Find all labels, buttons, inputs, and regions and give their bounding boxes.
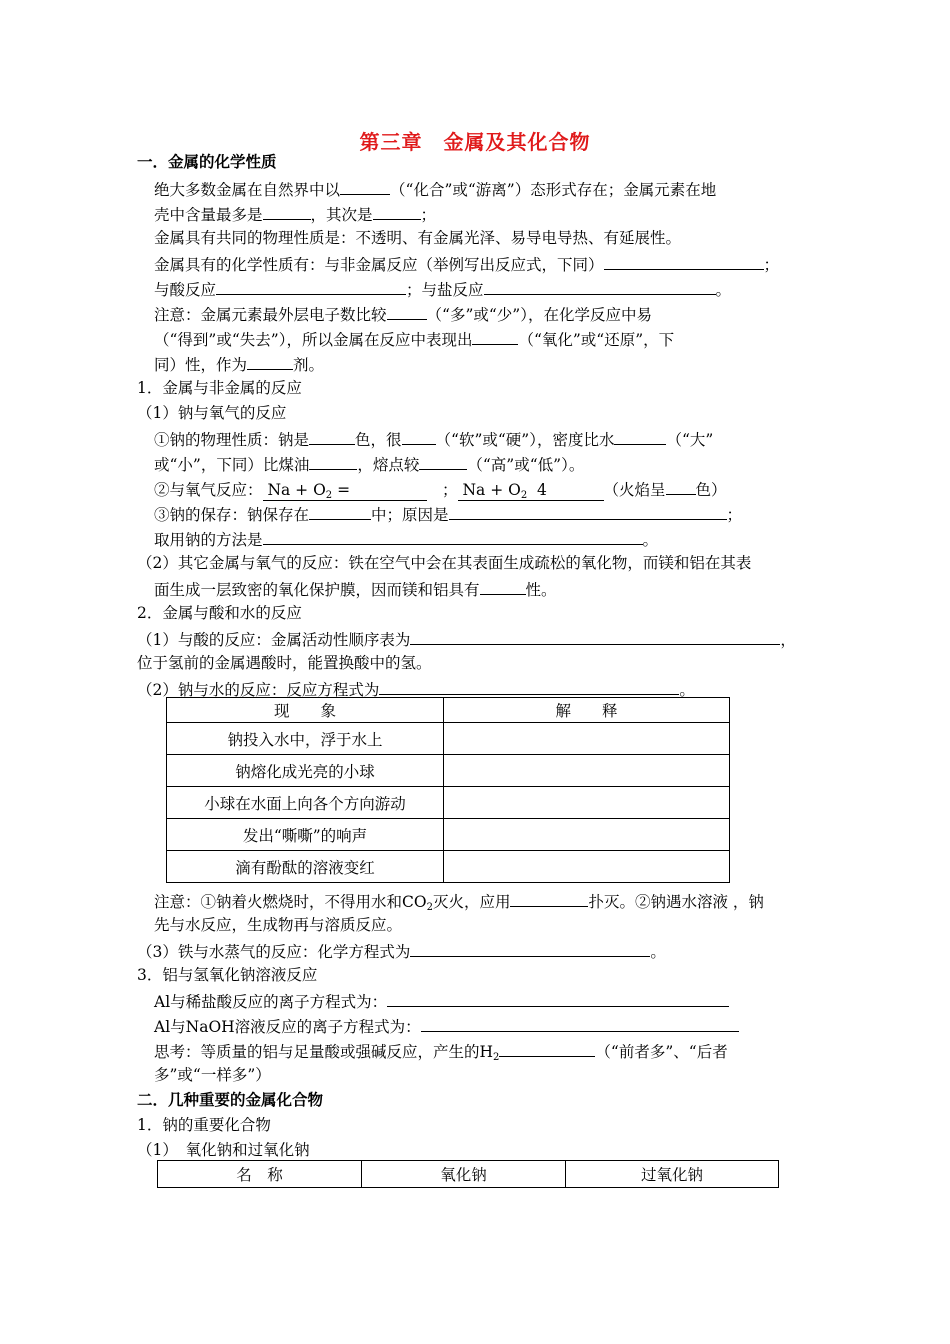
subsection-heading: 1．钠的重要化合物 [137,1116,271,1134]
section-heading-1: 一．金属的化学性质 [137,152,277,171]
table-row: 钠熔化成光亮的小球 [167,755,730,787]
paragraph-line: 金属具有的化学性质有：与非金属反应（举例写出反应式，下同） ； [154,253,779,275]
blank[interactable] [484,278,716,295]
blank[interactable] [263,203,311,220]
blank[interactable] [410,628,780,645]
blank[interactable] [309,503,371,520]
blank[interactable] [614,428,666,445]
blank[interactable] [472,328,518,345]
blank[interactable] [410,940,650,957]
blank[interactable] [449,503,727,520]
blank[interactable] [421,1015,739,1032]
answer-cell[interactable] [444,755,730,787]
paragraph-line: ③钠的保存：钠保存在 中；原因是 ； [154,503,742,525]
blank[interactable] [666,478,696,495]
subsection-heading: （1）钠与氧气的反应 [137,404,287,422]
blank[interactable] [263,528,643,545]
table-row: 钠投入水中，浮于水上 [167,723,730,755]
answer-cell[interactable] [444,787,730,819]
paragraph-line: 取用钠的方法是 。 [154,528,658,550]
table-header: 现 象 [167,698,444,723]
paragraph-line: 或“小”，下同）比煤油 ，熔点较 （“高”或“低”）。 [154,453,584,475]
paragraph-line: Al与NaOH溶液反应的离子方程式为： [154,1015,739,1037]
blank[interactable] [216,278,406,295]
table-header: 解 释 [444,698,730,723]
paragraph-line: 注意：金属元素最外层电子数比较 （“多”或“少”），在化学反应中易 [154,303,652,325]
paragraph-line: （“得到”或“失去”），所以金属在反应中表现出 （“氧化”或“还原”，下 [154,328,674,350]
paragraph-line: 注意：①钠着火燃烧时，不得用水和$CO_2$灭火，应用 扑灭。②钠遇水溶液 ，钠 [154,890,764,912]
blank[interactable] [480,578,526,595]
answer-cell[interactable] [444,851,730,883]
sodium-water-table [166,697,730,883]
blank[interactable] [309,428,355,445]
answer-cell[interactable] [444,819,730,851]
equation-blank[interactable]: $Na + O_2$ = [263,480,427,501]
table-row: 滴有酚酞的溶液变红 [167,851,730,883]
paragraph-line: ②与氧气反应： $Na + O_2$ = ； $Na + O_2$ 4 （火焰呈 色） [154,478,727,501]
equation-blank[interactable]: $Na + O_2$ 4 [458,480,604,501]
paragraph-line: （2）钠与水的反应：反应方程式为 。 [137,678,695,700]
subsection-heading: 1．金属与非金属的反应 [137,379,302,397]
paragraph-line: （3）铁与水蒸气的反应：化学方程式为 。 [137,940,666,962]
blank[interactable] [309,453,357,470]
subsection-heading: 2．金属与酸和水的反应 [137,604,302,622]
chapter-title: 第三章 金属及其化合物 [359,130,591,154]
blank[interactable] [387,990,729,1007]
paragraph-line: Al与稀盐酸反应的离子方程式为： [154,990,729,1012]
paragraph-line: 位于氢前的金属遇酸时，能置换酸中的氢。 [137,654,432,672]
blank[interactable] [387,303,427,320]
paragraph-line: 金属具有共同的物理性质是：不透明、有金属光泽、易导电导热、有延展性。 [154,229,682,247]
paragraph-line: 壳中含量最多是 ，其次是 ； [154,203,436,225]
blank[interactable] [510,890,588,907]
blank[interactable] [499,1040,595,1057]
blank[interactable] [247,353,293,370]
paragraph-line: 先与水反应，生成物再与溶质反应。 [154,916,403,934]
table-header: 氧化钠 [362,1161,566,1188]
paragraph-line: 同）性，作为 剂。 [154,353,324,375]
paragraph-line: 多”或“一样多”） [154,1066,271,1084]
subsection-heading: （1） 氧化钠和过氧化钠 [137,1141,310,1159]
paragraph-line: 面生成一层致密的氧化保护膜，因而镁和铝具有 性。 [154,578,557,600]
blank[interactable] [419,453,467,470]
blank[interactable] [402,428,436,445]
section-heading-2: 二．几种重要的金属化合物 [137,1090,324,1109]
paragraph-line: （2）其它金属与氧气的反应：铁在空气中会在其表面生成疏松的氧化物，而镁和铝在其表 [137,554,752,572]
table-header: 过氧化钠 [566,1161,779,1188]
paragraph-line: 与酸反应 ；与盐反应 。 [154,278,731,300]
paragraph-line: 绝大多数金属在自然界中以 （“化合”或“游离”）态形式存在；金属元素在地 [154,178,716,200]
paragraph-line: ①钠的物理性质：钠是 色，很 （“软”或“硬”），密度比水 （“大” [154,428,713,450]
paragraph-line: （1）与酸的反应：金属活动性顺序表为 ， [137,628,796,650]
table-row: 小球在水面上向各个方向游动 [167,787,730,819]
oxide-table [157,1160,779,1188]
blank[interactable] [373,203,421,220]
paragraph-line: 思考：等质量的铝与足量酸或强碱反应，产生的$H_2$ （“前者多”、“后者 [154,1040,728,1062]
blank[interactable] [340,178,390,195]
answer-cell[interactable] [444,723,730,755]
table-header: 名 称 [158,1161,362,1188]
subsection-heading: 3．铝与氢氧化钠溶液反应 [137,966,318,984]
table-row: 发出“嘶嘶”的响声 [167,819,730,851]
blank[interactable] [379,678,679,695]
blank[interactable] [604,253,764,270]
